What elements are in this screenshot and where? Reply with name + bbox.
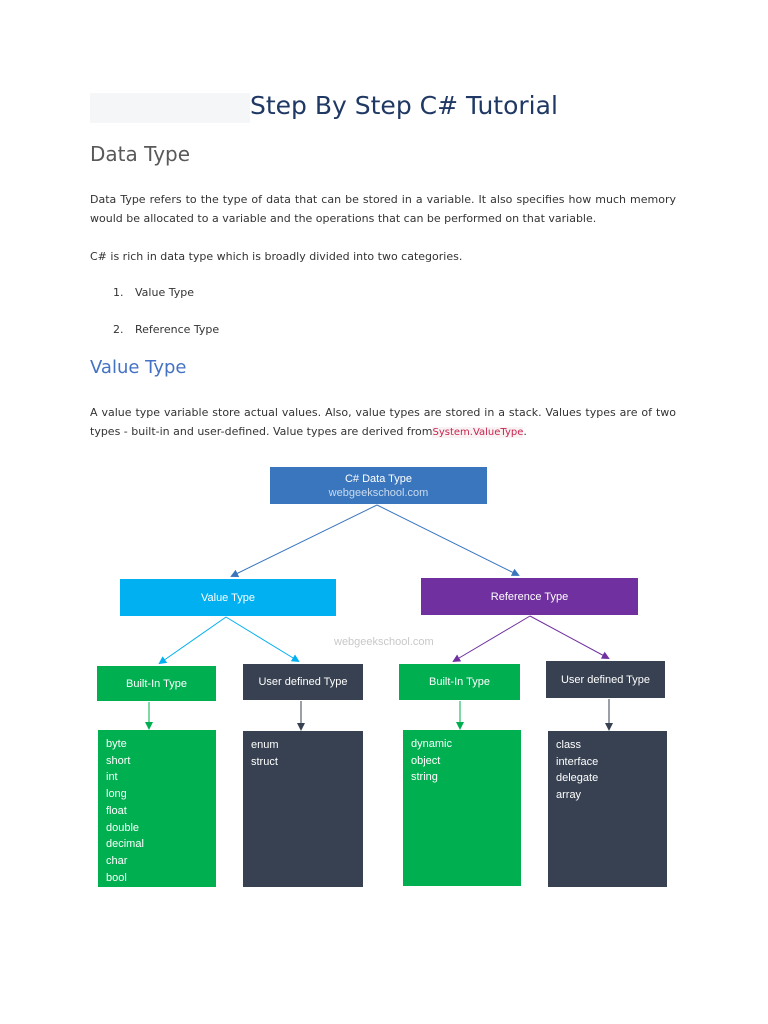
list-item: long <box>106 788 127 801</box>
node-value-user-defined-label: User defined Type <box>258 676 348 688</box>
list-item <box>113 286 194 299</box>
page-title: Step By Step C# Tutorial <box>250 91 558 120</box>
connector-value-to-builtin <box>160 617 226 663</box>
node-value-type <box>120 579 336 616</box>
connector-value-to-user-defined <box>226 617 298 661</box>
list-item-text: Value Type <box>135 286 194 299</box>
list-item <box>113 323 219 336</box>
list-item: object <box>411 754 441 767</box>
list-item-number: 2. <box>113 323 124 336</box>
node-reference-type-label: Reference Type <box>490 590 569 603</box>
list-item: double <box>106 821 140 834</box>
value-builtin-types-list <box>98 730 216 887</box>
system-valuetype-code: System.ValueType <box>432 427 524 438</box>
list-item: class <box>556 739 582 751</box>
list-item: dynamic <box>411 738 452 750</box>
value-user-defined-types-list <box>243 731 363 887</box>
list-item: array <box>556 789 582 802</box>
list-item: decimal <box>106 838 144 851</box>
node-value-user-defined-type <box>243 664 363 700</box>
node-value-builtin-label: Built-In Type <box>126 677 187 690</box>
list-item: byte <box>106 738 127 750</box>
intro-paragraph: Data Type refers to the type of data that can be stored in a variable. It also specifies how much memory would be allocated to a variable and the operations that can be performed on that variable. <box>90 193 676 225</box>
connector-root-to-value-type <box>232 505 377 576</box>
list-item: short <box>106 754 131 767</box>
list-item: enum <box>251 739 279 751</box>
list-item: bool <box>106 871 127 884</box>
diagram-watermark: webgeekschool.com <box>334 636 434 648</box>
connector-reference-to-builtin <box>454 616 530 661</box>
node-root-sublabel: webgeekschool.com <box>328 486 429 499</box>
list-item: struct <box>251 755 278 768</box>
reference-builtin-types-list <box>403 730 521 886</box>
node-reference-type <box>421 578 638 615</box>
node-value-type-label: Value Type <box>200 591 256 604</box>
value-type-paragraph-end: . <box>523 425 527 438</box>
subsection-heading-value-type: Value Type <box>90 357 187 378</box>
categories-paragraph: C# is rich in data type which is broadly divided into two categories. <box>90 250 463 263</box>
list-item-number: 1. <box>113 286 124 299</box>
node-value-builtin-type <box>97 666 216 701</box>
list-item: delegate <box>556 772 599 785</box>
section-heading-data-type: Data Type <box>90 142 191 166</box>
list-item-text: Reference Type <box>135 323 220 336</box>
connector-root-to-reference-type <box>377 505 518 575</box>
list-item: string <box>411 771 438 784</box>
connector-reference-to-user-defined <box>530 616 608 658</box>
title-background <box>90 93 250 123</box>
node-reference-builtin-label: Built-In Type <box>429 676 490 688</box>
value-type-paragraph <box>90 403 676 442</box>
node-reference-user-defined-label: User defined Type <box>560 673 651 686</box>
list-item: interface <box>556 755 599 768</box>
node-root-label: C# Data Type <box>344 472 413 485</box>
node-reference-builtin-type <box>399 664 520 700</box>
value-type-paragraph-text: A value type variable store actual values. Also, value types are stored in a stack. Values types are of two types - built-in and user-defined. Value types are derived from <box>90 406 676 438</box>
list-item: int <box>106 771 118 784</box>
node-csharp-data-type <box>270 467 487 504</box>
data-type-diagram <box>90 460 680 890</box>
node-reference-user-defined-type <box>546 661 665 698</box>
reference-user-defined-types-list <box>548 731 667 887</box>
list-item: float <box>106 804 127 817</box>
list-item: char <box>106 854 128 867</box>
